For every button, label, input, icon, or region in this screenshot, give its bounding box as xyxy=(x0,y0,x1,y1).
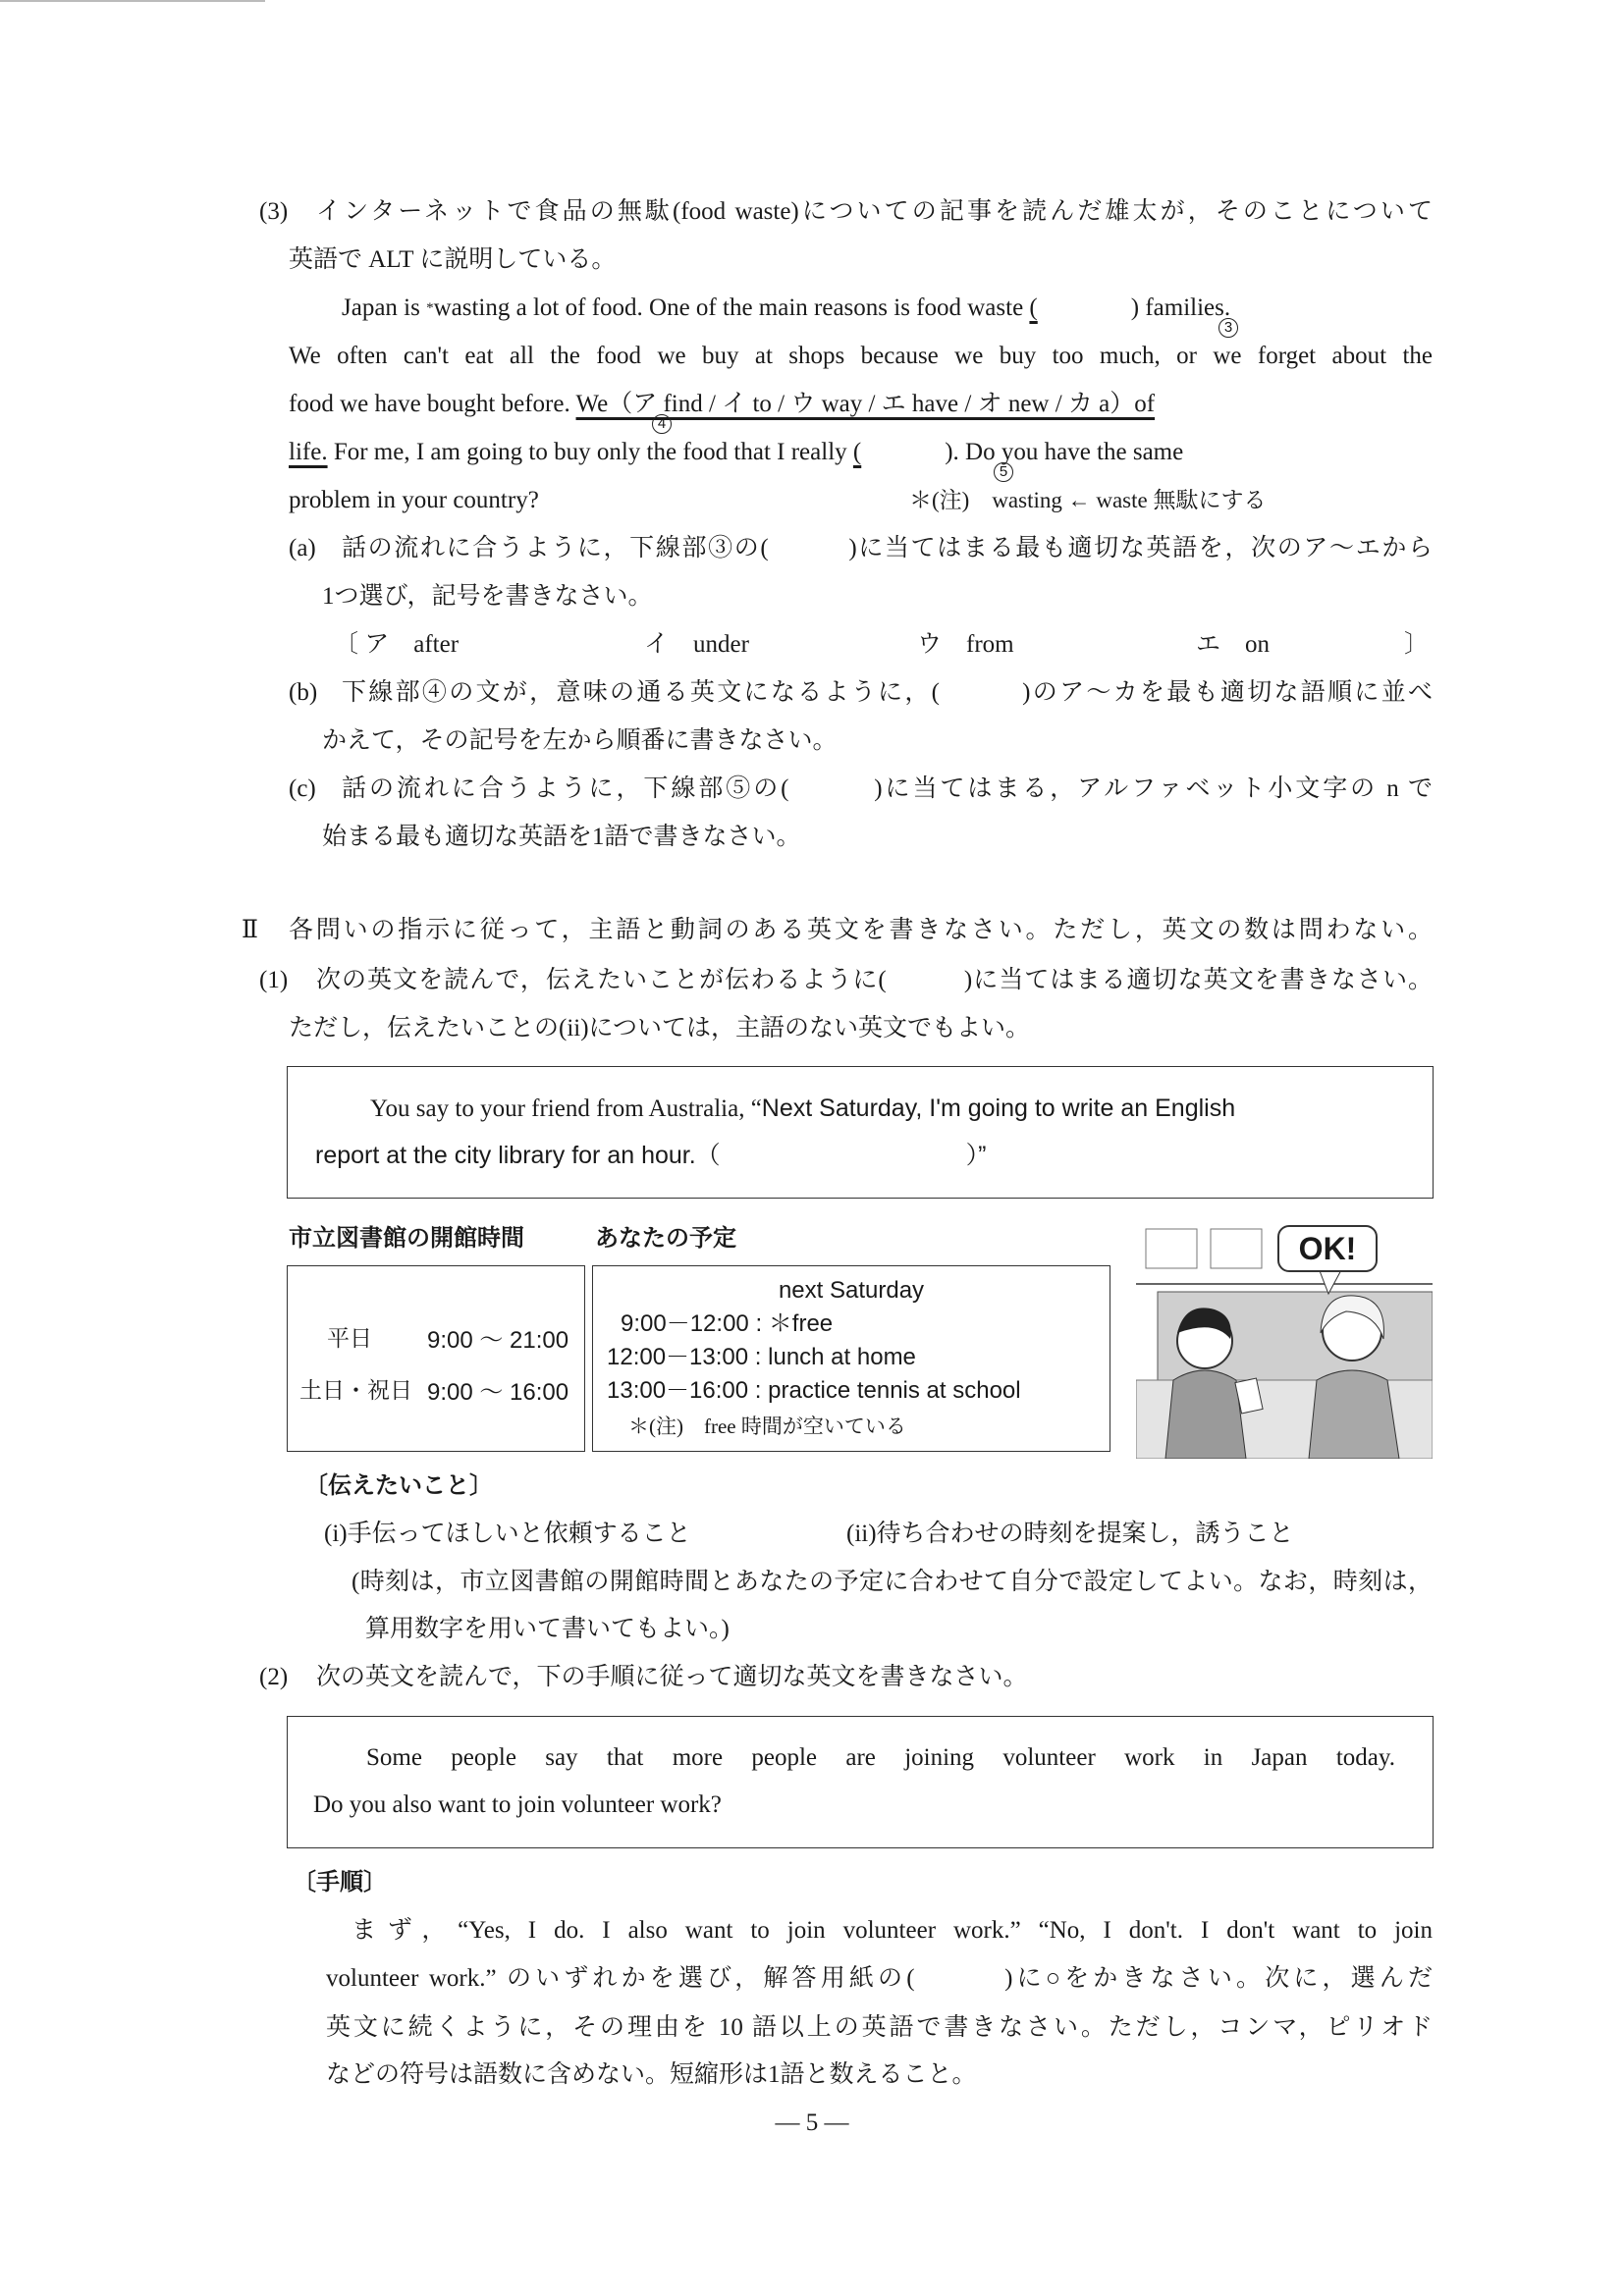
passage-line-4: life. For me, I am going to buy only the food that I really ( ). Do you have the same 5 xyxy=(289,439,1184,480)
page-number: — 5 — xyxy=(775,2109,849,2136)
choice-e: エ on xyxy=(1196,631,1271,658)
q2-label: (2) xyxy=(259,1664,289,1690)
q2-text: 次の英文を読んで，下の手順に従って適切な英文を書きなさい。 xyxy=(316,1664,1028,1690)
q1-label: (1) xyxy=(259,967,289,993)
scan-edge-line xyxy=(0,0,265,2)
q3-label: (3) xyxy=(259,198,289,225)
qa-text: 話の流れに合うように，下線部③の( )に当てはまる最も適切な英語を，次のア～エから xyxy=(342,535,1433,561)
underline-3: ( xyxy=(1029,294,1038,321)
weekday-hours: 9:00 ～ 21:00 xyxy=(427,1327,569,1354)
library-hours-title: 市立図書館の開館時間 xyxy=(289,1225,524,1252)
schedule-row: 13:00－16:00 : practice tennis at school xyxy=(607,1377,1021,1404)
want-i: (i)手伝ってほしいと依頼すること xyxy=(324,1521,691,1547)
passage-line-1: Japan is *wasting a lot of food. One of the main reasons is food waste ( ) families. 3 xyxy=(342,291,1433,326)
want-note: (時刻は，市立図書館の開館時間とあなたの予定に合わせて自分で設定してよい。なお，時刻は， xyxy=(352,1569,1433,1595)
qc-text-2: 始まる最も適切な英語を1語で書きなさい。 xyxy=(322,824,801,850)
qb-label: (b) xyxy=(289,679,318,706)
want-title: 〔伝えたいこと〕 xyxy=(304,1472,493,1499)
prompt-box-1-line-1: You say to your friend from Australia, “Next Saturday, I'm going to write an English xyxy=(370,1095,1236,1122)
passage-line-3: food we have bought before. We（ア find / イ to / ウ way / エ have / オ new / カ a）of 4 xyxy=(289,391,1156,432)
q1-text-2: ただし，伝えたいことの(ii)については，主語のない英文でもよい。 xyxy=(289,1015,1031,1041)
prompt-box-2-line-1: Some people say that more people are joining volunteer work in Japan today. xyxy=(366,1744,1395,1771)
procedure-line-4: などの符号は語数に含めない。短縮形は1語と数えること。 xyxy=(326,2061,977,2088)
speech-bubble: OK! xyxy=(1277,1225,1378,1272)
circled-number-5: 5 xyxy=(994,462,1013,482)
passage-line-5: problem in your country? xyxy=(289,487,539,513)
underline-4: We（ア find / イ to / ウ way / エ have / オ new / カ a）of xyxy=(575,391,1156,417)
library-hours-table xyxy=(287,1265,585,1452)
procedure-line-2: volunteer work.” のいずれかを選び，解答用紙の( )に○をかきなさい。次に，選んだ xyxy=(326,1965,1433,1992)
weekend-label: 土日・祝日 xyxy=(299,1377,412,1403)
circled-number-3: 3 xyxy=(1218,318,1238,338)
qc-label: (c) xyxy=(289,775,316,802)
schedule-title: あなたの予定 xyxy=(595,1225,736,1252)
schedule-heading: next Saturday xyxy=(778,1277,925,1304)
schedule-row: 12:00－13:00 : lunch at home xyxy=(607,1344,916,1370)
schedule-table xyxy=(592,1265,1110,1452)
qb-text-2: かえて，その記号を左から順番に書きなさい。 xyxy=(322,727,838,754)
q1-text: 次の英文を読んで，伝えたいことが伝わるように( )に当てはまる適切な英文を書きなさい。 xyxy=(316,967,1433,993)
passage-line-2: We often can't eat all the food we buy at shops because we buy too much, or we forget about the xyxy=(289,343,1433,369)
qa-text-2: 1つ選び，記号を書きなさい。 xyxy=(322,583,653,610)
choice-close-bracket: 〕 xyxy=(1404,631,1430,658)
section-2-label: Ⅱ xyxy=(242,917,258,943)
want-note-2: 算用数字を用いて書いてもよい。) xyxy=(365,1616,730,1642)
qa-label: (a) xyxy=(289,535,316,561)
choice-i: イ under xyxy=(644,631,749,658)
schedule-note: ＊(注) free 時間が空いている xyxy=(628,1415,906,1438)
weekend-hours: 9:00 ～ 16:00 xyxy=(427,1379,569,1406)
procedure-title: 〔手順〕 xyxy=(293,1869,387,1896)
circled-number-4: 4 xyxy=(652,414,672,434)
procedure-line-1: まず，“Yes, I do. I also want to join volunteer work.” “No, I don't. I don't want to join xyxy=(352,1917,1433,1944)
qb-text: 下線部④の文が，意味の通る英文になるように，( )のア～カを最も適切な語順に並べ xyxy=(342,679,1433,706)
section-2-intro: 各問いの指示に従って，主語と動詞のある英文を書きなさい。ただし，英文の数は問わない。 xyxy=(289,917,1433,943)
prompt-box-1-line-2: report at the city library for an hour.（ ）” xyxy=(315,1142,987,1169)
qc-text: 話の流れに合うように，下線部⑤の( )に当てはまる，アルファベット小文字の n で xyxy=(342,775,1433,802)
procedure-line-3: 英文に続くように，その理由を 10 語以上の英語で書きなさい。ただし，コンマ，ピリオド xyxy=(326,2014,1433,2041)
prompt-box-2 xyxy=(287,1716,1434,1848)
prompt-box-2-line-2: Do you also want to join volunteer work? xyxy=(313,1791,722,1818)
choice-u: ウ from xyxy=(917,631,1014,658)
want-ii: (ii)待ち合わせの時刻を提案し，誘うこと xyxy=(846,1521,1294,1547)
passage-note: ＊(注) wasting ← waste 無駄にする xyxy=(909,488,1267,512)
choice-a: 〔 ア after xyxy=(334,631,460,658)
q3-intro: インターネットで食品の無駄(food waste)についての記事を読んだ雄太が，そのことについて xyxy=(316,198,1433,225)
schedule-row: 9:00－12:00 : ＊free xyxy=(621,1310,834,1337)
weekday-label: 平日 xyxy=(327,1325,372,1351)
prompt-box-1 xyxy=(287,1066,1434,1199)
illustration-two-students xyxy=(1136,1223,1433,1459)
q3-intro-2: 英語で ALT に説明している。 xyxy=(289,246,617,273)
